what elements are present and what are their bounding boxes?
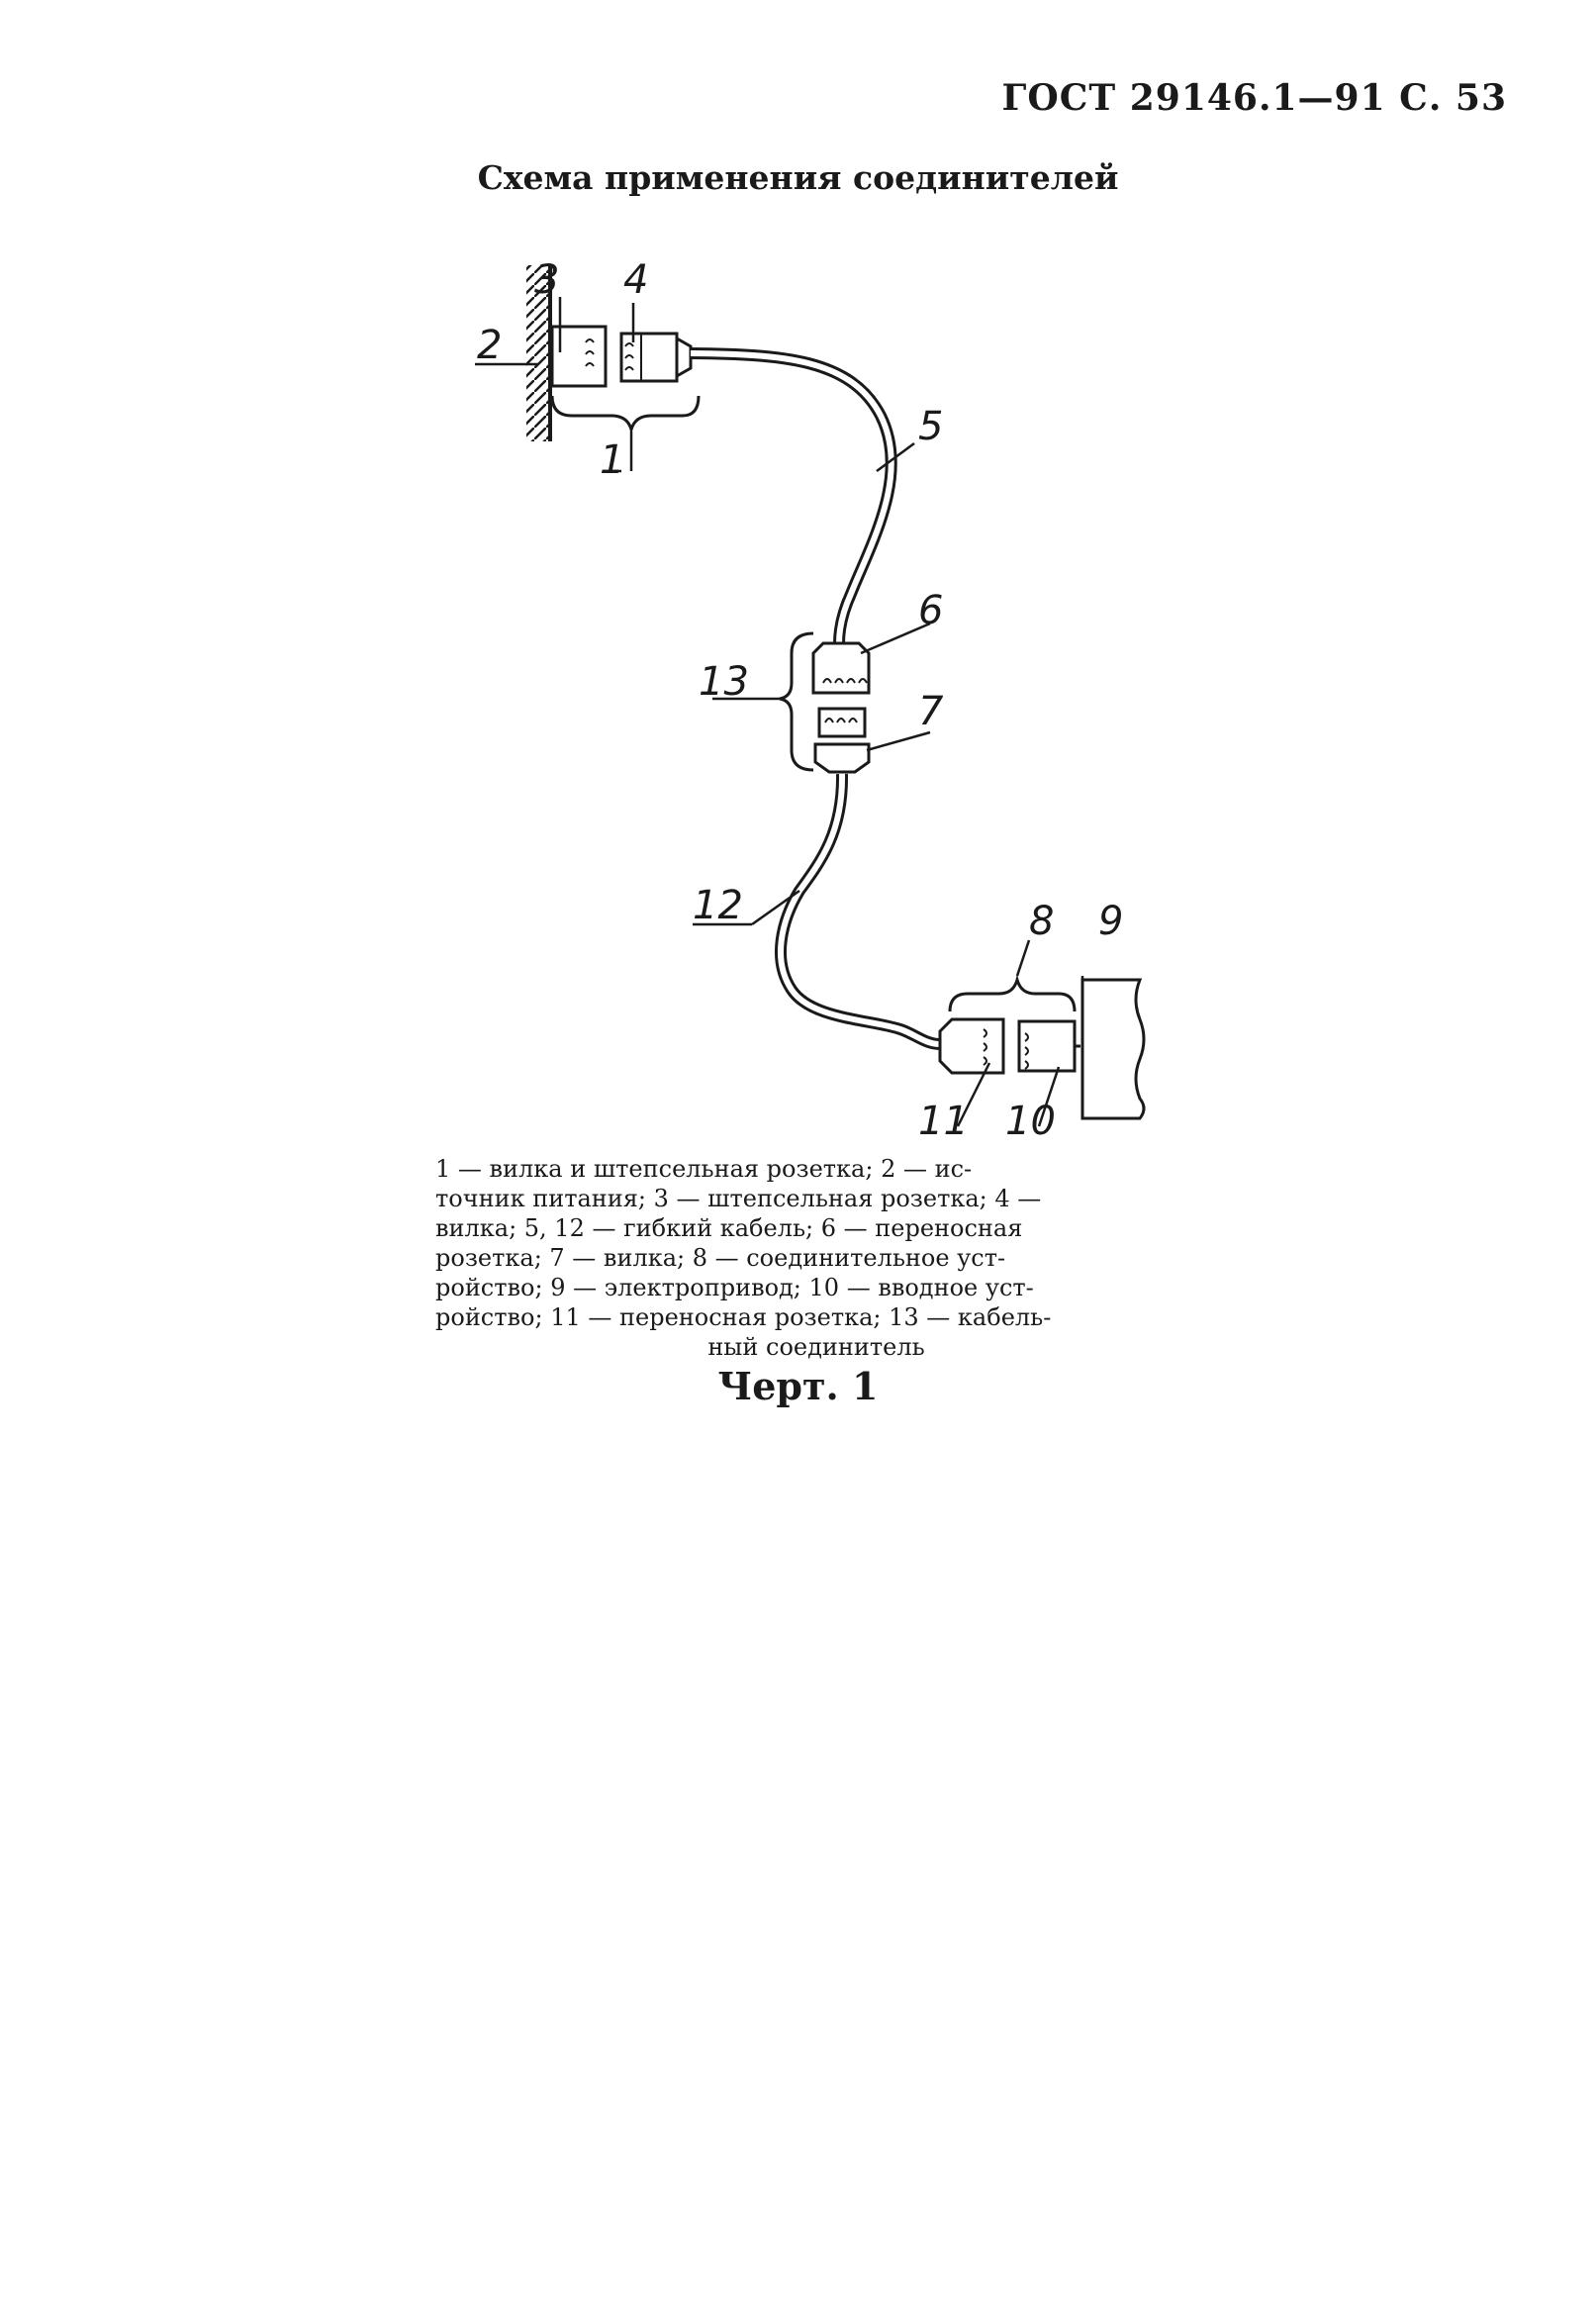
callout-9: 9: [1098, 899, 1124, 944]
legend-line: ройство; 11 — переносная розетка; 13 — кабель-: [435, 1303, 1052, 1331]
callout-13: 13: [699, 659, 749, 705]
callout-11: 11: [918, 1099, 969, 1144]
callout-12: 12: [693, 883, 743, 928]
connector-diagram: [0, 0, 1596, 1148]
legend-line: розетка; 7 — вилка; 8 — соединительное уст-: [435, 1244, 1006, 1272]
callout-10: 10: [1005, 1099, 1056, 1144]
brace-13: [780, 633, 813, 770]
portable-socket-11: [940, 1019, 1003, 1073]
portable-socket-6: [813, 643, 869, 693]
legend-line: ройство; 9 — электропривод; 10 — вводное уст-: [435, 1274, 1034, 1301]
callout-3: 3: [534, 257, 560, 303]
plug-7: [815, 709, 869, 772]
callout-5: 5: [918, 404, 944, 449]
inlet-device-10: [1019, 1021, 1080, 1071]
callout-4: 4: [623, 257, 649, 303]
legend-line: точник питания; 3 — штепсельная розетка; 4 —: [435, 1185, 1042, 1212]
figure-title: Схема применения соединителей: [477, 158, 1119, 197]
plug-4: [621, 334, 691, 381]
callout-8: 8: [1029, 899, 1055, 944]
legend-line: 1 — вилка и штепсельная розетка; 2 — ис-: [435, 1155, 973, 1183]
flexible-cable-5: [691, 353, 892, 643]
callout-1: 1: [600, 437, 625, 483]
electric-drive-9: [1082, 980, 1144, 1118]
leader-lines: [475, 297, 1082, 1126]
page-header: ГОСТ 29146.1—91 С. 53: [1001, 77, 1507, 119]
legend-line: вилка; 5, 12 — гибкий кабель; 6 — переносная: [435, 1214, 1023, 1242]
figure-number: Черт. 1: [717, 1364, 879, 1408]
callout-2: 2: [477, 323, 503, 368]
callout-6: 6: [918, 588, 944, 633]
callout-7: 7: [918, 689, 944, 734]
flexible-cable-12: [781, 774, 940, 1044]
brace-1: [552, 396, 699, 430]
figure-legend: [435, 1154, 1197, 1362]
brace-8: [950, 980, 1075, 1011]
legend-line: ный соединитель: [707, 1333, 925, 1361]
